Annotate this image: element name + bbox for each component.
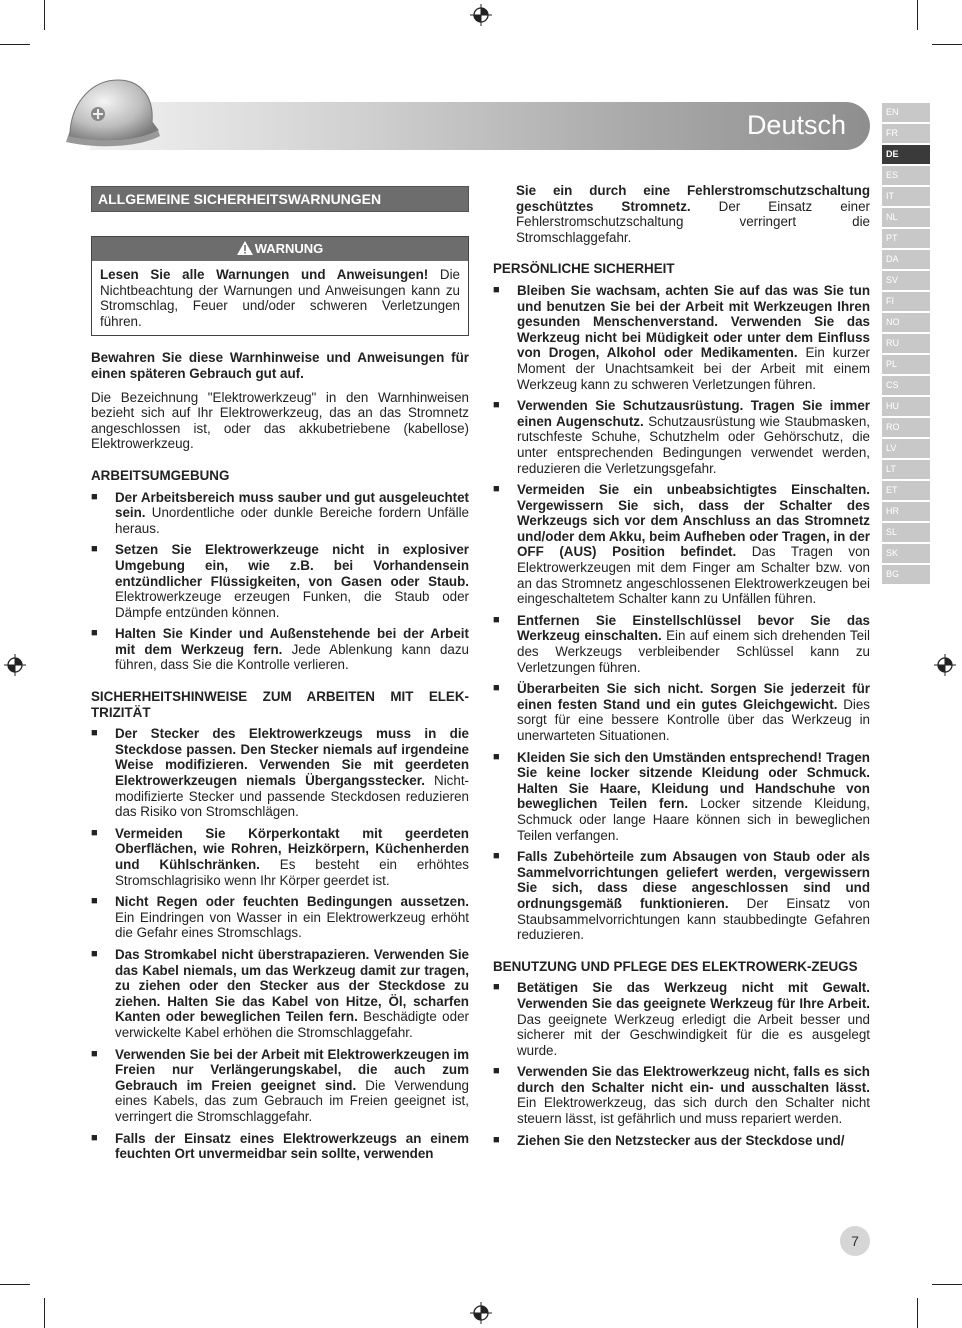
usage-heading: BENUTZUNG UND PFLEGE DES ELEKTROWERK-ZEUGS xyxy=(493,958,858,974)
usage-list xyxy=(493,980,870,1148)
work-area-list xyxy=(91,490,469,674)
bullet-icon: ■ xyxy=(91,543,98,556)
item-text: Ein Elektrowerkzeug, das sich durch den Schalter nicht steuern lässt, ist gefährlich und muss repariert werden. xyxy=(517,1095,870,1127)
language-tab-no[interactable]: NO xyxy=(882,313,930,332)
warning-box xyxy=(91,236,469,336)
list-item xyxy=(91,626,469,673)
keep-instructions: Bewahren Sie diese Warnhinweise und Anweisungen für einen späteren Gebrauch gut auf. xyxy=(91,350,469,381)
list-item xyxy=(91,894,469,941)
item-bold-text: Vermeiden Sie ein unbeabsichtigtes Einschalten. Vergewissern Sie sich, dass der Schalter des Werkzeugs sich vor dem Anschluss an das Stromnetz und/oder dem Akku, beim Aufheben oder Tragen, in der OFF (AUS) Position befindet. xyxy=(517,482,870,560)
bullet-icon: ■ xyxy=(493,1065,500,1078)
crop-mark xyxy=(917,1298,918,1328)
list-item xyxy=(91,490,469,537)
language-tab-pl[interactable]: PL xyxy=(882,355,930,374)
list-item xyxy=(493,482,870,607)
registration-mark-icon xyxy=(470,4,492,26)
warning-body: Die Nichtbeachtung der Warnungen und Anweisungen kann zu Stromschlag, Feuer und/oder schweren Verletzungen führen. xyxy=(100,267,460,329)
list-item xyxy=(493,849,870,943)
header-banner xyxy=(90,102,870,150)
list-item xyxy=(493,750,870,844)
bullet-icon: ■ xyxy=(493,850,500,863)
item-bold-text: Der Arbeitsbereich muss sauber und gut ausgeleuchtet sein. xyxy=(115,489,469,521)
bullet-icon: ■ xyxy=(493,399,500,412)
continued-bold: Sie ein durch eine Fehlerstromschutzschaltung geschütztes Stromnetz. xyxy=(516,183,870,214)
language-title: Deutsch xyxy=(746,110,846,140)
item-bold-text: Verwenden Sie bei der Arbeit mit Elektrowerkzeugen im Freien nur Verlängerungskabel, die auch zum Gebrauch im Freien geeignet sind. xyxy=(115,1046,469,1093)
registration-mark-icon xyxy=(470,1302,492,1324)
crop-mark xyxy=(44,1298,45,1328)
language-tab-de[interactable]: DE xyxy=(882,145,930,164)
bullet-icon: ■ xyxy=(91,727,98,740)
language-tab-it[interactable]: IT xyxy=(882,187,930,206)
language-tab-sk[interactable]: SK xyxy=(882,544,930,563)
bullet-icon: ■ xyxy=(91,826,98,839)
bullet-icon: ■ xyxy=(493,483,500,496)
item-text: Beschädigte oder verwickelte Kabel erhöhen die Stromschlaggefahr. xyxy=(115,1009,469,1040)
list-item xyxy=(493,980,870,1058)
language-tab-en[interactable]: EN xyxy=(882,103,930,122)
electrical-list xyxy=(91,726,469,1161)
item-bold-text: Falls der Einsatz eines Elektrowerkzeugs an einem feuchten Ort unvermeidbar sein sollte, verwenden xyxy=(115,1130,469,1162)
bullet-icon: ■ xyxy=(493,1133,500,1146)
crop-mark xyxy=(0,1284,30,1285)
bullet-icon: ■ xyxy=(493,283,500,296)
item-text: Dies sorgt für eine bessere Kontrolle über das Werkzeug in unerwarteten Situationen. xyxy=(517,696,870,743)
electrical-heading: SICHERHEITSHINWEISE ZUM ARBEITEN MIT ELEK-TRIZITÄT xyxy=(91,689,469,720)
language-tab-lv[interactable]: LV xyxy=(882,439,930,458)
language-tabs xyxy=(882,103,930,586)
item-bold-text: Überarbeiten Sie sich nicht. Sorgen Sie jederzeit für einen festen Stand und ein gutes Gleichgewicht. xyxy=(517,681,870,712)
language-tab-bg[interactable]: BG xyxy=(882,565,930,584)
item-text: Jede Ablenkung kann dazu führen, dass Sie die Kontrolle verlieren. xyxy=(115,641,469,673)
language-tab-sl[interactable]: SL xyxy=(882,523,930,542)
registration-mark-icon xyxy=(934,654,956,676)
list-item xyxy=(493,613,870,675)
safety-helmet-icon xyxy=(62,74,162,150)
item-text: Elektrowerkzeuge erzeugen Funken, die Staub oder Dämpfe entzünden können. xyxy=(115,589,469,620)
item-bold-text: Verwenden Sie Schutzausrüstung. Tragen Sie immer einen Augenschutz. xyxy=(517,398,870,429)
list-item xyxy=(493,1064,870,1126)
language-tab-nl[interactable]: NL xyxy=(882,208,930,227)
language-tab-ru[interactable]: RU xyxy=(882,334,930,353)
bullet-icon: ■ xyxy=(91,1047,98,1060)
continued-paragraph xyxy=(493,183,870,245)
item-bold-text: Bleiben Sie wachsam, achten Sie auf das was Sie tun und benutzen Sie bei der Arbeit mit Werkzeugen Ihren gesunden Menschenverstand. Verwenden Sie das Werkzeug nicht bei Müdigkeit oder unter dem Einfluss von Drogen, Alkohol oder Medikamenten. xyxy=(517,282,870,361)
left-column xyxy=(91,186,469,1168)
item-text: Nicht-modifizierte Stecker und passende Steckdosen reduzieren das Risiko von Stromschlägen. xyxy=(115,773,469,820)
registration-mark-icon xyxy=(4,654,26,676)
item-text: Schutzausrüstung wie Staubmasken, rutschfeste Schuhe, Schutzhelm oder Gehörschutz, die unter entsprechenden Bedingungen verwendet werden, reduzieren die Verletzungsgefahr. xyxy=(517,413,871,476)
language-tab-lt[interactable]: LT xyxy=(882,460,930,479)
intro-paragraph: Die Bezeichnung "Elektrowerkzeug" in den Warnhinweisen bezieht sich auf Ihr Elektrowerkzeug, das an das Stromnetz angeschlossen ist, oder das akkubetriebene (kabellose) Elektrowerkzeug. xyxy=(91,389,469,452)
list-item xyxy=(91,826,469,888)
list-item xyxy=(91,1047,469,1125)
list-item xyxy=(493,398,870,476)
warning-label: WARNUNG xyxy=(254,241,324,256)
item-text: Das geeignete Werkzeug erledigt die Arbeit besser und sicherer mit der Geschwindigkeit für die es ausgelegt wurde. xyxy=(517,1011,870,1058)
warning-bold: Lesen Sie alle Warnungen und Anweisungen! xyxy=(100,267,429,282)
item-bold-text: Halten Sie Kinder und Außenstehende bei der Arbeit mit dem Werkzeug fern. xyxy=(115,626,469,657)
item-text: Ein kurzer Moment der Unachtsamkeit bei der Arbeit mit einem Werkzeug kann zu schweren Verletzungen führen. xyxy=(517,345,870,392)
item-bold-text: Kleiden Sie sich den Umständen entsprechend! Tragen Sie keine locker sitzende Kleidung oder Schmuck. Halten Sie Haare, Kleidung und Handschuhe von beweglichen Teilen fern. xyxy=(517,749,870,812)
list-item xyxy=(493,283,870,392)
page-number: 7 xyxy=(840,1226,870,1256)
item-text: Es besteht ein erhöhtes Stromschlagrisiko wenn Ihr Körper geerdet ist. xyxy=(115,857,469,888)
bullet-icon: ■ xyxy=(91,1131,98,1144)
language-tab-ro[interactable]: RO xyxy=(882,418,930,437)
item-bold-text: Der Stecker des Elektrowerkzeugs muss in die Steckdose passen. Den Stecker niemals auf irgendeine Weise modifizieren. Verwenden Sie mit geerdeten Elektrowerkzeugen niemals Übergangsstecker. xyxy=(115,726,469,789)
item-bold-text: Betätigen Sie das Werkzeug nicht mit Gewalt. Verwenden Sie das geeignete Werkzeug für Ihre Arbeit. xyxy=(517,980,870,1011)
bullet-icon: ■ xyxy=(493,750,500,763)
bullet-icon: ■ xyxy=(493,682,500,695)
item-text: Die Verwendung eines Kabels, das zum Gebrauch im Freien geeignet ist, verringert die Stromschlaggefahr. xyxy=(115,1077,469,1124)
item-text: Ein auf einem sich drehenden Teil des Werkzeugs verbleibender Schlüssel kann zu Verletzungen führen. xyxy=(517,628,870,675)
crop-mark xyxy=(932,44,962,45)
language-tab-sv[interactable]: SV xyxy=(882,271,930,290)
item-text: Locker sitzende Kleidung, Schmuck oder lange Haare können sich in beweglichen Teilen verfangen. xyxy=(517,796,870,843)
list-item xyxy=(91,542,469,620)
list-item xyxy=(91,947,469,1041)
bullet-icon: ■ xyxy=(91,947,98,960)
work-area-heading: ARBEITSUMGEBUNG xyxy=(91,467,230,483)
item-bold-text: Setzen Sie Elektrowerkzeuge nicht in explosiver Umgebung ein, wie z.B. bei Vorhandensein entzündlicher Flüssigkeiten, von Gasen oder Staub. xyxy=(115,542,469,589)
bullet-icon: ■ xyxy=(91,490,98,503)
bullet-icon: ■ xyxy=(493,981,500,994)
list-item xyxy=(493,1133,870,1149)
language-tab-hu[interactable]: HU xyxy=(882,397,930,416)
language-tab-fi[interactable]: FI xyxy=(882,292,930,311)
language-tab-pt[interactable]: PT xyxy=(882,229,930,248)
item-bold-text: Falls Zubehörteile zum Absaugen von Staub oder als Sammelvorrichtungen geliefert werden, vergewissern Sie sich, dass diese angeschlossen sind und ordnungsgemäß funktionieren. xyxy=(517,849,870,911)
bullet-icon: ■ xyxy=(493,613,500,626)
item-bold-text: Entfernen Sie Einstellschlüssel bevor Sie das Werkzeug einschalten. xyxy=(517,612,870,644)
personal-safety-heading: PERSÖNLICHE SICHERHEIT xyxy=(493,261,675,277)
list-item xyxy=(91,726,469,820)
warning-header xyxy=(92,237,468,261)
crop-mark xyxy=(917,0,918,30)
item-bold-text: Vermeiden Sie Körperkontakt mit geerdeten Oberflächen, wie Rohren, Heizkörpern, Küchenherden und Kühlschränken. xyxy=(115,825,469,872)
language-tab-et[interactable]: ET xyxy=(882,481,930,500)
warning-triangle-icon xyxy=(237,241,253,255)
language-tab-es[interactable]: ES xyxy=(882,166,930,185)
language-tab-hr[interactable]: HR xyxy=(882,502,930,521)
crop-mark xyxy=(0,44,30,45)
section-title: ALLGEMEINE SICHERHEITSWARNUNGEN xyxy=(91,186,469,212)
warning-text xyxy=(92,261,468,335)
item-text: Unordentliche oder dunkle Bereiche fordern Unfälle heraus. xyxy=(115,505,469,536)
item-text: Das Tragen von Elektrowerkzeugen mit dem Finger am Schalter bzw. von an das Stromnetz angeschlossenen Elektrowerkzeugen bei eingeschaltetem Schalter kann zu Unfällen führen. xyxy=(517,544,870,607)
language-tab-fr[interactable]: FR xyxy=(882,124,930,143)
list-item xyxy=(493,681,870,743)
crop-mark xyxy=(44,0,45,30)
crop-mark xyxy=(932,1284,962,1285)
right-column xyxy=(493,183,870,1154)
item-bold-text: Nicht Regen oder feuchten Bedingungen aussetzen. xyxy=(115,894,469,910)
item-bold-text: Das Stromkabel nicht überstrapazieren. Verwenden Sie das Kabel niemals, um das Werkzeug damit zur tragen, zu ziehen oder den Stecker aus der Steckdose zu ziehen. Halten Sie das Kabel von Hitze, Öl, scharfen Kanten oder beweglichen Teilen fern. xyxy=(115,946,469,1025)
language-tab-da[interactable]: DA xyxy=(882,250,930,269)
item-text: Ein Eindringen von Wasser in ein Elektrowerkzeug erhöht die Gefahr eines Stromschlags. xyxy=(115,909,469,941)
bullet-icon: ■ xyxy=(91,627,98,640)
item-bold-text: Verwenden Sie das Elektrowerkzeug nicht, falls es sich durch den Schalter nicht ein- und ausschalten lässt. xyxy=(517,1064,870,1095)
language-tab-cs[interactable]: CS xyxy=(882,376,930,395)
item-text: Der Einsatz von Staubsammelvorrichtungen kann staubbedingte Gefahren reduzieren. xyxy=(517,895,870,943)
list-item xyxy=(91,1131,469,1162)
personal-safety-list xyxy=(493,283,870,943)
item-bold-text: Ziehen Sie den Netzstecker aus der Steckdose und/ xyxy=(517,1132,845,1148)
continued-text: Der Einsatz einer Fehlerstromschutzschaltung verringert die Stromschlaggefahr. xyxy=(516,198,870,245)
bullet-icon: ■ xyxy=(91,895,98,908)
